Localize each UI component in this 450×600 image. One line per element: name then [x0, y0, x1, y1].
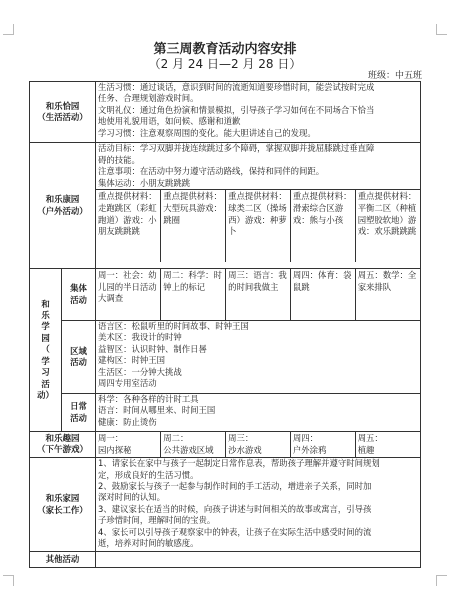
afternoon-inner-table	[96, 432, 420, 457]
morning-line: 文明礼仪：通过角色扮演和情景模拟，引导孩子学习如何在不同场合下恰当	[98, 104, 375, 115]
area-content	[96, 321, 421, 394]
outdoor-area-cell: 重点提供材料：滑索综合区游戏：熊与小孩	[290, 190, 355, 262]
group-day-cell	[290, 269, 355, 320]
crop-mark-top-left	[3, 24, 14, 35]
outdoor-area-cell: 重点提供材料：走跑跳区（彩虹跑道）游戏：小朋友跳跳跳	[98, 191, 157, 237]
group-day-cell	[161, 269, 226, 320]
family-line: 子珍惜时间，理解时间的宝贵。	[98, 515, 216, 526]
morning-line: 生活习惯：通过谈话，意识到时间的流逝知道要珍惜时间，能尝试按时完成	[98, 82, 375, 92]
row-morning	[30, 82, 421, 143]
document-subtitle: （2 月 24 日—2 月 28 日）	[148, 57, 302, 71]
row-afternoon	[30, 432, 421, 458]
area-line: 语言区：松鼠听里的时间故事、时钟王国	[98, 321, 249, 331]
area-line: 建构区：时钟王国	[98, 355, 165, 366]
class-value: 中五班	[394, 71, 422, 81]
other-content	[96, 552, 421, 568]
group-inner-table	[96, 269, 420, 320]
row-family	[30, 458, 421, 552]
daily-line: 科学：各种各样的计时工具	[98, 394, 199, 404]
group-header: 集体 活动	[62, 269, 96, 321]
crop-mark-top-right	[436, 24, 447, 35]
afternoon-day-cell	[96, 432, 161, 457]
afternoon-day: 周五：	[357, 433, 383, 443]
outdoor-header: 和乐康园 （户外活动）	[30, 143, 96, 269]
afternoon-text: 户外涂鸦	[292, 444, 327, 455]
group-day: 周三：	[228, 270, 254, 280]
group-day-cell	[226, 269, 291, 320]
outdoor-area-cell: 重点提供材料：平衡二区（种植园塑胶软地）游戏：欢乐跳跳跳	[355, 190, 420, 262]
family-line: 定，形成良好的生活习惯。	[98, 469, 199, 480]
morning-line: 任务、合理规划游戏时间。	[98, 93, 199, 104]
family-line: 1、请家长在家中与孩子一起制定日常作息表，帮助孩子理解并遵守时间规划	[98, 458, 380, 469]
class-label: 班级：	[367, 71, 395, 81]
schedule-table	[29, 81, 421, 568]
crop-mark-bottom-right	[436, 575, 447, 586]
area-line: 生活区：一分钟大挑战	[98, 366, 182, 377]
afternoon-day: 周四：	[292, 433, 319, 443]
group-day: 周二：	[163, 270, 189, 280]
family-line: 3、建议家长在适当的时候，向孩子讲述与时间相关的故事或寓言，引导孩	[98, 503, 372, 514]
afternoon-day-cell	[355, 432, 420, 457]
afternoon-content	[96, 432, 421, 458]
outdoor-line: 碍的技能。	[98, 154, 140, 165]
area-header: 区域 活动	[62, 321, 96, 394]
group-day-cell	[96, 269, 161, 320]
afternoon-text: 园内探秘	[98, 444, 132, 455]
area-line: 益智区：认识时钟、制作日晷	[98, 343, 207, 354]
outdoor-line: 集体运动：小朋友跳跳跳	[98, 177, 191, 188]
group-content	[96, 269, 421, 321]
group-text: 科学：时钟上的标记	[163, 270, 222, 292]
afternoon-day: 周三：	[228, 433, 254, 443]
family-line: 4、家长可以引导孩子观察家中的钟表，让孩子在实际生活中感受时间的流	[98, 526, 372, 537]
study-header: 和 乐 学 园 （ 学 习 活 动）	[30, 269, 62, 432]
outdoor-area-cell: 重点提供材料：球类二区（操场西）游戏：种萝卜	[226, 190, 291, 262]
outdoor-line: 活动目标：学习双脚并拢连续跳过多个障碍，掌握双脚并拢屈膝跳过垂直障	[98, 143, 375, 153]
outdoor-text	[96, 143, 420, 190]
afternoon-text: 公共游戏区域	[163, 444, 214, 455]
group-text: 语言：我的时间我做主	[228, 270, 287, 292]
family-line: 逝，培养对时间的敏感度。	[98, 538, 199, 549]
group-day: 周四：	[292, 270, 319, 280]
morning-content	[96, 82, 421, 143]
outdoor-inner-table	[96, 143, 420, 262]
outdoor-content	[96, 143, 421, 269]
daily-header: 日常 活动	[62, 394, 96, 432]
area-line: 美术区：我设计的时钟	[98, 332, 182, 343]
document-title: 第三周教育活动内容安排	[153, 42, 297, 57]
afternoon-day-cell	[161, 432, 226, 457]
daily-content	[96, 394, 421, 432]
outdoor-area-cell: 重点提供材料：大型玩具游戏：跳圈	[161, 190, 226, 262]
daily-line: 语言：时间从哪里来、时间王国	[98, 405, 216, 416]
afternoon-text: 植趣	[357, 444, 375, 455]
crop-mark-bottom-left	[3, 575, 14, 586]
row-study-area	[30, 321, 421, 394]
group-day: 周一：	[98, 270, 124, 280]
morning-line: 学习习惯：注意观察周围的变化。能大胆讲述自己的发现。	[98, 127, 316, 138]
afternoon-day: 周一：	[98, 433, 124, 443]
afternoon-header: 和乐趣园 （下午游戏）	[30, 432, 96, 458]
group-day: 周五：	[357, 270, 383, 280]
daily-line: 健康：防止烫伤	[98, 416, 157, 427]
group-text: 数学：全家来排队	[357, 270, 417, 292]
group-text: 社会：幼儿园的半日活动大调查	[98, 270, 157, 304]
family-content	[96, 458, 421, 552]
morning-line: 地使用礼貌用语，如问候、感谢和道歉	[98, 116, 241, 127]
family-line: 2、鼓励家长与孩子一起参与制作时间的手工活动，增进亲子关系，同时加	[98, 481, 372, 491]
afternoon-day-cell	[226, 432, 291, 457]
area-line: 周四专用室活动	[98, 378, 157, 389]
row-study-daily	[30, 394, 421, 432]
outdoor-line: 注意事项：在活动中努力遵守活动路线，保持和同伴的间距。	[98, 166, 325, 177]
other-header: 其他活动	[30, 552, 96, 568]
afternoon-text: 沙水游戏	[228, 444, 262, 455]
family-header: 和乐家园 （家长工作）	[30, 458, 96, 552]
group-text: 体育：袋鼠跳	[292, 270, 352, 292]
row-outdoor	[30, 143, 421, 269]
family-line: 深对时间的认知。	[98, 492, 165, 503]
group-day-cell	[355, 269, 420, 320]
morning-header: 和乐恰园 （生活活动）	[30, 82, 96, 143]
row-other	[30, 552, 421, 568]
afternoon-day-cell	[290, 432, 355, 457]
row-study-group	[30, 269, 421, 321]
afternoon-day: 周二：	[163, 433, 189, 443]
